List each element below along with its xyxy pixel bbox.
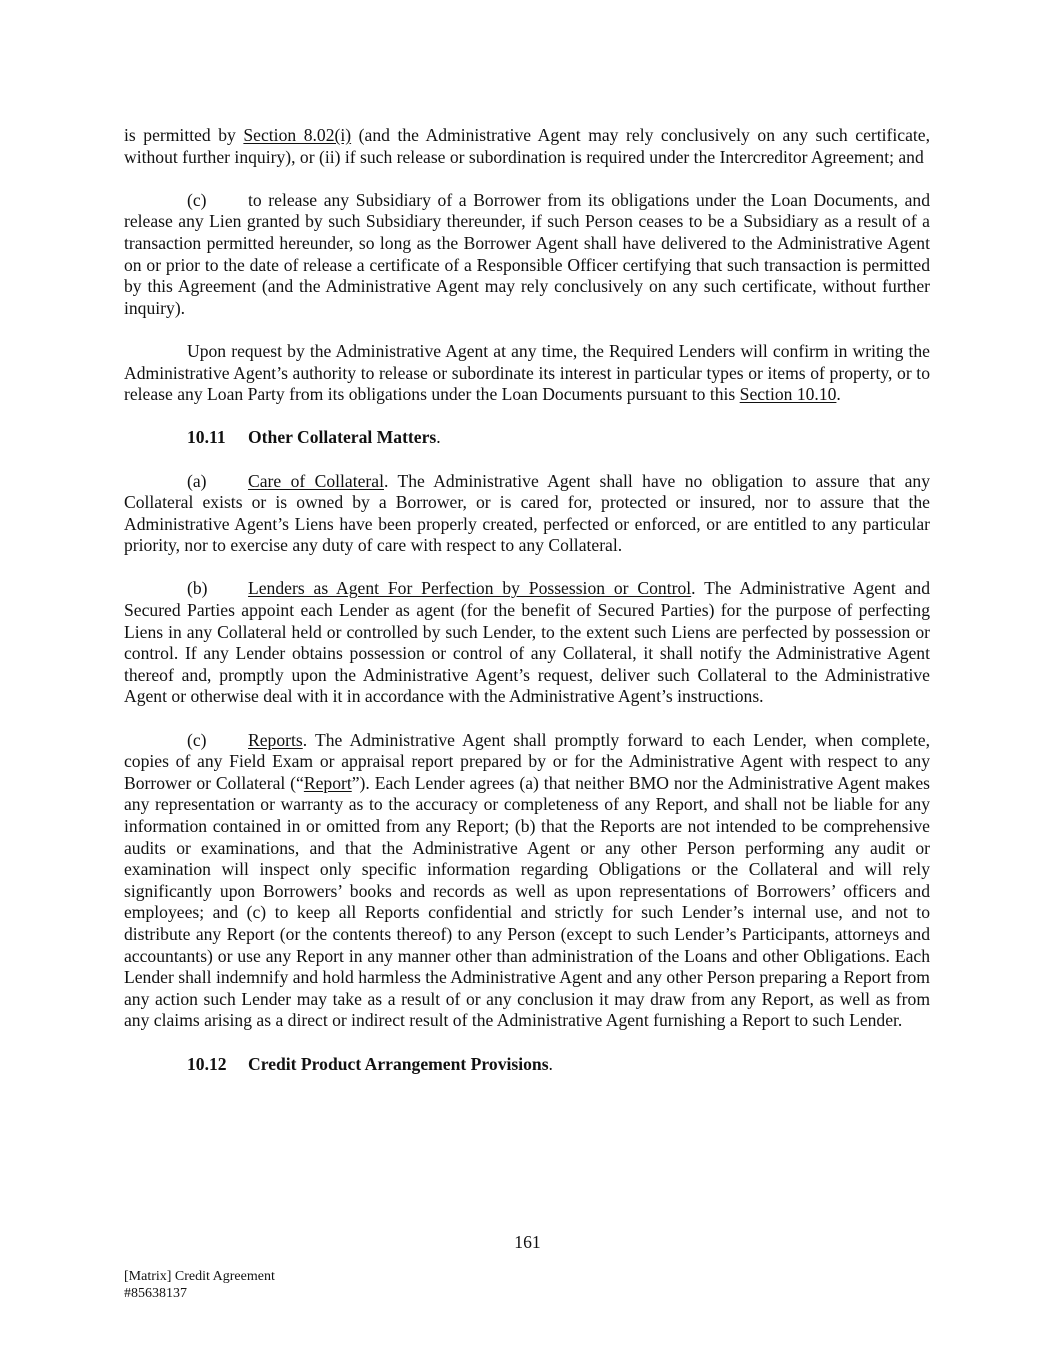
section-reference: Section 10.10	[739, 384, 837, 405]
clause-label: (b)	[187, 578, 208, 599]
section-heading-10-12: 10.12 Credit Product Arrangement Provisions.	[187, 1053, 553, 1074]
paragraph-c-release-subsidiary: (c) to release any Subsidiary of a Borrower from its obligations under the Loan Documents, and release any Lien granted by such Subsidiary thereunder, if such Person ceases to be a Subsidiary as a result of a transaction permitted hereunder, so long as the Borrower Agent shall have delivered to the Administrative Agent on or prior to the date of release a certificate of a Responsible Officer certifying that such transaction is permitted by this Agreement (and the Administrative Agent may rely conclusively on any such certificate, without further inquiry).	[124, 189, 930, 318]
paragraph-upon-request: Upon request by the Administrative Agent at any time, the Required Lenders will confirm in writing the Administrative Agent’s authority to release or subordinate its interest in particular types or items of property, or to release any Loan Party from its obligations under the Loan Documents pursuant to this Section 10.10.	[124, 340, 930, 405]
paragraph-intro-continuation: is permitted by Section 8.02(i) (and the Administrative Agent may rely conclusively on any such certificate, without further inquiry), or (ii) if such release or subordination is required under the Intercreditor Agreement; and	[124, 125, 930, 167]
clause-label: (c)	[187, 729, 207, 750]
clause-label: (c)	[187, 189, 207, 210]
footer-title: [Matrix] Credit Agreement	[124, 1269, 275, 1284]
section-number: 10.12	[187, 1053, 227, 1074]
clause-title: Reports	[248, 729, 303, 750]
paragraph-c-reports: (c) Reports. The Administrative Agent shall promptly forward to each Lender, when complete, copies of any Field Exam or appraisal report prepared by or for the Administrative Agent with respect to any Borrower or Collateral (“Report”). Each Lender agrees (a) that neither BMO nor the Administrative Agent makes any representation or warranty as to the accuracy or completeness of any Report, and shall not be liable for any information contained in or omitted from any Report; (b) that the Reports are not intended to be comprehensive audits or examinations, and that the Administrative Agent or any other Person performing any audit or examination will inspect only specific information regarding Obligations or the Collateral and will rely significantly upon Borrowers’ books and records as well as upon representations of Borrowers’ officers and employees; and (c) to keep all Reports confidential and strictly for such Lender’s internal use, and not to distribute any Report (or the contents thereof) to any Person (except to such Lender’s Participants, attorneys and accountants) or use any Report in any manner other than administration of the Loans and other Obligations. Each Lender shall indemnify and hold harmless the Administrative Agent and any other Person preparing a Report from any action such Lender may take as a result of or any conclusion it may draw from any Report, as well as from any claims arising as a direct or indirect result of the Administrative Agent furnishing a Report to such Lender.	[124, 729, 931, 1031]
defined-term: Report	[303, 772, 352, 793]
clause-label: (a)	[187, 470, 207, 491]
section-number: 10.11	[187, 427, 226, 448]
document-footer	[124, 1268, 275, 1302]
section-heading-10-11: 10.11 Other Collateral Matters.	[187, 427, 441, 448]
document-body	[124, 125, 930, 1075]
section-title: Other Collateral Matters	[248, 427, 437, 448]
footer-doc-id: #85638137	[124, 1286, 187, 1301]
section-title: Credit Product Arrangement Provisions	[248, 1053, 549, 1074]
clause-title: Care of Collateral	[248, 470, 384, 491]
paragraph-b-lenders-as-agent: (b) Lenders as Agent For Perfection by Possession or Control. The Administrative Agent and Secured Parties appoint each Lender as agent (for the benefit of Secured Parties) for the purpose of perfecting Liens in any Collateral held or controlled by such Lender, to the extent such Liens are perfected by possession or control. If any Lender obtains possession or control of any Collateral, it shall notify the Administrative Agent thereof and, promptly upon the Administrative Agent’s request, deliver such Collateral to the Administrative Agent or otherwise deal with it in accordance with the Administrative Agent’s instructions.	[124, 578, 931, 707]
section-reference: Section 8.02(i)	[243, 125, 352, 145]
page-number: 161	[514, 1232, 541, 1252]
paragraph-a-care-of-collateral: (a) Care of Collateral. The Administrative Agent shall have no obligation to assure that any Collateral exists or is owned by a Borrower, or is cared for, protected or insured, nor to assure that the Administrative Agent’s Liens have been properly created, perfected or enforced, or are entitled to any particular priority, nor to exercise any duty of care with respect to any Collateral.	[124, 470, 930, 556]
clause-title: Lenders as Agent For Perfection by Possession or Control	[248, 578, 692, 599]
